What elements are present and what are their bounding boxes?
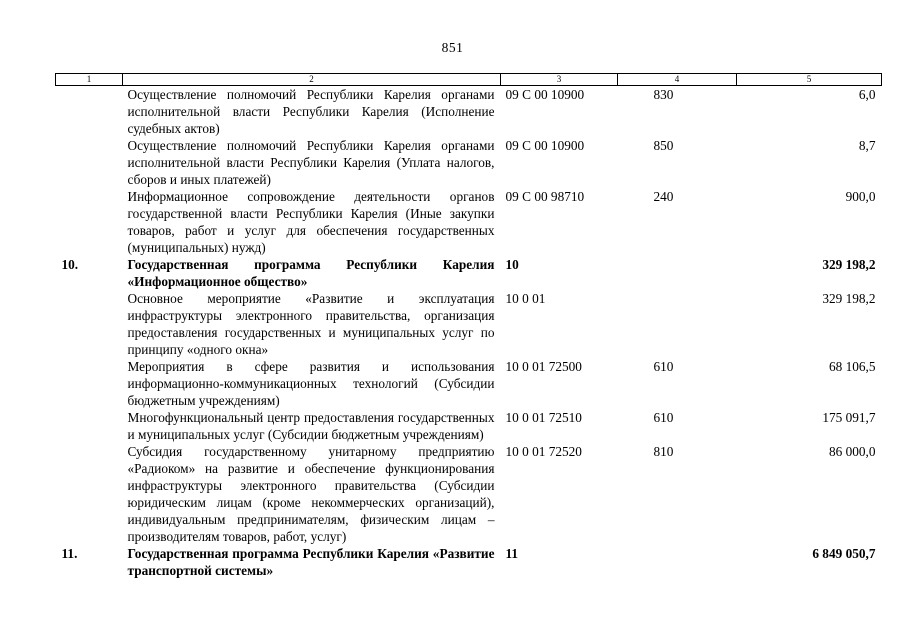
row-sum: 329 198,2 (822, 291, 876, 306)
row-sum: 329 198,2 (822, 257, 876, 272)
table-row (56, 188, 882, 256)
row-name: Государственная программа Республики Карелия «Информационное общество» (127, 257, 495, 289)
row-sum: 68 106,5 (828, 359, 876, 374)
row-number (56, 188, 123, 256)
row-sum: 8,7 (858, 138, 876, 153)
row-code: 10 (505, 257, 519, 272)
row-name: Государственная программа Республики Карелия «Развитие транспортной системы» (127, 546, 495, 578)
budget-table (55, 73, 882, 579)
row-expense-type: 240 (653, 189, 674, 204)
table-row (56, 137, 882, 188)
table-row (56, 290, 882, 358)
row-number (56, 358, 123, 409)
row-number (56, 86, 123, 138)
header-col-4: 4 (618, 74, 737, 86)
row-sum: 6 849 050,7 (812, 546, 876, 561)
row-code: 10 0 01 (505, 291, 546, 306)
program-row (56, 256, 882, 290)
row-sum: 900,0 (845, 189, 876, 204)
row-code: 10 0 01 72510 (505, 410, 582, 425)
header-col-1: 1 (56, 74, 123, 86)
row-name: Осуществление полномочий Республики Карелия органами исполнительной власти Республики Карелия (Исполнение судебных актов) (127, 87, 495, 136)
table-header (56, 74, 882, 86)
row-number (56, 290, 123, 358)
row-expense-type: 830 (653, 87, 674, 102)
table-row (56, 409, 882, 443)
row-sum: 86 000,0 (828, 444, 876, 459)
row-number: 10. (61, 257, 79, 272)
row-number (56, 409, 123, 443)
table-body (56, 86, 882, 580)
row-code: 09 С 00 98710 (505, 189, 585, 204)
row-expense-type: 810 (653, 444, 674, 459)
header-col-2: 2 (123, 74, 501, 86)
header-col-3: 3 (501, 74, 618, 86)
row-expense-type (618, 256, 737, 290)
row-sum: 175 091,7 (822, 410, 876, 425)
row-code: 09 С 00 10900 (505, 138, 585, 153)
row-name: Субсидия государственному унитарному предприятию «Радиоком» на развитие и обеспечение функционирования инфраструктуры электронного правительства (Субсидии юридическим лицам (кроме некоммерческих организаций), индивидуальным предпринимателям, физическим лицам – производителям товаров, работ, услуг) (127, 444, 495, 544)
row-code: 10 0 01 72520 (505, 444, 582, 459)
row-expense-type (618, 545, 737, 579)
row-name: Многофункциональный центр предоставления государственных и муниципальных услуг (Субсидии бюджетным учреждениям) (127, 410, 495, 442)
row-code: 11 (505, 546, 519, 561)
row-name: Мероприятия в сфере развития и использования информационно-коммуникационных технологий (Субсидии бюджетным учреждениям) (127, 359, 495, 408)
row-number (56, 443, 123, 545)
row-name: Информационное сопровождение деятельности органов государственной власти Республики Карелия (Иные закупки товаров, работ и услуг для обеспечения государственных (муниципальных) нужд) (127, 189, 495, 255)
row-expense-type: 850 (653, 138, 674, 153)
row-number: 11. (61, 546, 78, 561)
row-code: 09 С 00 10900 (505, 87, 585, 102)
row-expense-type: 610 (653, 359, 674, 374)
header-col-5: 5 (737, 74, 882, 86)
row-expense-type: 610 (653, 410, 674, 425)
row-name: Основное мероприятие «Развитие и эксплуатация инфраструктуры электронного правительства, организация предоставления государственных и муниципальных услуг по принципу «одного окна» (127, 291, 495, 357)
row-code: 10 0 01 72500 (505, 359, 582, 374)
table-row (56, 86, 882, 138)
page-number: 851 (441, 40, 464, 55)
row-number (56, 137, 123, 188)
table-row (56, 443, 882, 545)
row-name: Осуществление полномочий Республики Карелия органами исполнительной власти Республики Карелия (Уплата налогов, сборов и иных платежей) (127, 138, 495, 187)
row-sum: 6,0 (858, 87, 876, 102)
program-row (56, 545, 882, 579)
row-expense-type (618, 290, 737, 358)
header-row (56, 74, 882, 86)
table-row (56, 358, 882, 409)
